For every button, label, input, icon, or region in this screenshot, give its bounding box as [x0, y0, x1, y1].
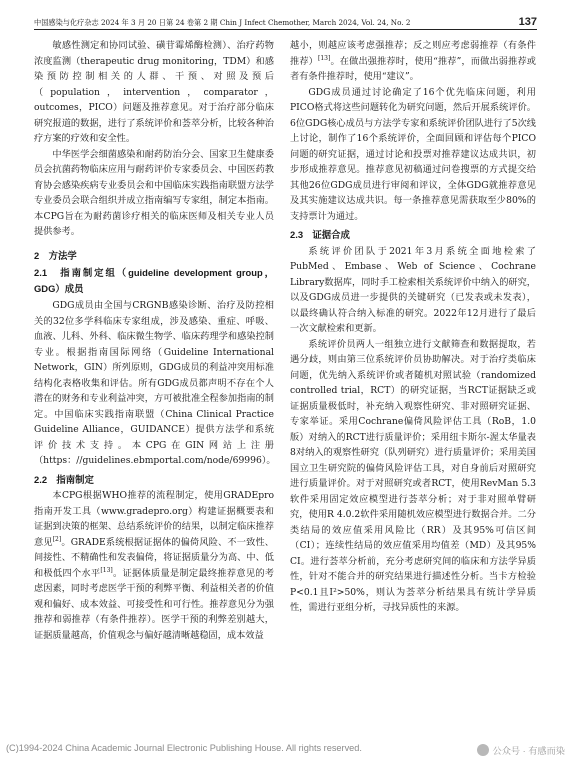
- subsection-heading: 2.2 指南制定: [34, 473, 94, 485]
- text-run: 本CPG根据WHO推荐的流程制定，使用GRADEpro指南开发工具（www.gradepro.org）构建证据概要表和证据到决策的框架、总结系统评价的结果，以制定临床推荐意见: [34, 490, 274, 548]
- paragraph: [34, 488, 274, 643]
- subsection-heading: 2.1 指南制定组（guideline development group，GDG）成员: [34, 267, 274, 294]
- section-heading: 2 方法学: [34, 249, 77, 261]
- paragraph: 系统评价员两人一组独立进行文献筛查和数据提取，若遇分歧，则由第三位系统评价员协助解决。对于治疗类临床问题，优先纳入系统评价或者随机对照试验（randomized controlled trial，RCT）的研究证据，当RCT证据缺乏或证据质量极低时，补充纳入观察性研究、非对照研究证据、专家举证。采用Cochrane偏倚风险评估工具（RoB，1.0版）对纳入的RCT进行质量评价；采用纽卡斯尔-渥太华量表8对纳入的观察性研究（队列研究）进行质量评价；采用美国国立卫生研究院的偏倚风险评估工具，对自身前后对照研究进行质量评价。对于对照研究或者RCT，使用RevMan 5.3软件采用固定效应模型进行荟萃分析；对于非对照单臂研究，使用R 4.0.2软件采用随机效应模型进行数据合并。二分类结局的效应值采用风险比（RR）及其95%可信区间（CI）；连续性结局的效应值采用均值差（MD）及其95% CI。进行荟萃分析前，充分考虑研究间的临床和方法学异质性，针对不能合并的研究结果进行描述性分析。当卡方检验P<0.1且I²>50%，则认为荟萃分析结果具有统计学异质性，需进行亚组分析，寻找异质性的来源。: [290, 338, 536, 613]
- text-run: 越小，则越应该考虑强推荐；反之则应考虑弱推荐（有条件推荐）: [290, 40, 536, 67]
- journal-citation: 中国感染与化疗杂志 2024 年 3 月 20 日第 24 卷第 2 期 Chin J Infect Chemother, March 2024, Vol. 24, No. 2: [34, 18, 411, 27]
- header-rule: [34, 29, 537, 30]
- page-number: 137: [518, 16, 537, 28]
- paragraph: GDG成员由全国与CRGNB感染诊断、治疗及防控相关的32位多学科临床专家组成，涉及感染、重症、呼吸、血液、儿科、外科、临床微生物学、临床药理学和感染控制专业。根据指南国际网络（Guideline International Network，GIN）所列原则，GDG成员的利益冲突用标准结构化表格收集和评估。所有GDG成员都声明不存在个人潜在的财务和专业利益冲突，方可被批准全程参加指南的制定。中国临床实践指南联盟（China Clinical Practice Guideline Alliance，GUIDANCE）提供方法学和系统评价技术支持。本CPG在GIN网站上注册（https：//guidelines.ebmportal.com/node/69996）。: [34, 300, 276, 466]
- running-header: [34, 10, 537, 28]
- subsection-heading: 2.3 证据合成: [290, 229, 350, 240]
- paragraph: GDG成员通过讨论确定了16个优先临床问题，利用PICO格式将这些问题转化为研究问题，然后开展系统评价。6位GDG核心成员与方法学专家和系统评价团队进行了5次线上讨论，制作了16个系统评价，全面回顾和评估每个PICO问题的研究证据，通过讨论和投票对推荐建议达成共识，初步形成推荐意见。推荐意见初稿通过问卷搜票的方式提交给其他26位GDG成员进行审阅和评议，全体GDG就推荐意见及其实施建议达成共识。每一条推荐意见需获取至少80%的支持票计为通过。: [290, 86, 536, 222]
- wechat-icon: [477, 744, 489, 756]
- copyright-notice: (C)1994-2024 China Academic Journal Electronic Publishing House. All rights reserved.: [6, 743, 362, 753]
- citation: [13]: [100, 566, 113, 574]
- text-run: 。证据体质量是制定最终推荐意见的考虑因素，同时考虑医学干预的利弊平衡、利益相关者的价值观和偏好、成本效益、可接受性和可行性。推荐意见分为强推荐和弱推荐（有条件推荐）。医学干预的利弊差别越大，证据质量越高，价值观念与偏好越清晰越稳固，成本效益: [34, 567, 275, 641]
- left-column: [34, 38, 274, 643]
- text-run: 。在做出强推荐时，使用“推荐”，而做出弱推荐或者有条件推荐时，使用“建议”。: [290, 55, 536, 82]
- paragraph: [290, 38, 536, 85]
- paragraph: 系统评价团队于2021年3月系统全面地检索了PubMed、Embase、Web of Science、Cochrane Library数据库，同时手工检索相关系统评价中纳入的研究，以及GDG成员进一步提供的关键研究（已发表或未发表），以最终确认符合纳入标准的研究。2022年12月进行了最后一次文献检索和更新。: [290, 245, 536, 334]
- right-column: [290, 38, 536, 616]
- watermark: [477, 743, 565, 757]
- page-footer: [0, 743, 571, 757]
- watermark-text: 公众号 · 有感而染: [492, 746, 565, 756]
- citation: [13]: [318, 54, 331, 62]
- text-run: 。GRADE系统根据证据体的偏倚风险、不一致性、间接性、不精确性和发表偏倚，将证据质量分为高、中、低和极低四个水平: [34, 536, 274, 579]
- paragraph: 敏感性测定和协同试验、磺苷霉烯酶检测）、治疗药物浓度监测（therapeutic drug monitoring，TDM）和感染预防控制相关的人群、干预、对照及预后（population，intervention，comparator，outcomes，PICO）问题及推荐意见。对于治疗部分临床研究报道的数据，进行了系统评价和荟萃分析，比较各种治疗方案的疗效和安全性。: [34, 40, 274, 144]
- citation: [2]: [52, 535, 62, 543]
- paragraph: 中华医学会细菌感染和耐药防治分会、国家卫生健康委员会抗菌药物临床应用与耐药评价专家委员会、中国医药教育协会感染疾病专业委员会和中国临床实践指南联盟方法学专业委员会联合组织并成立指南编写专家组，制定本指南。本CPG旨在为耐药菌诊疗相关的临床医师及相关专业人员提供参考。: [34, 148, 274, 237]
